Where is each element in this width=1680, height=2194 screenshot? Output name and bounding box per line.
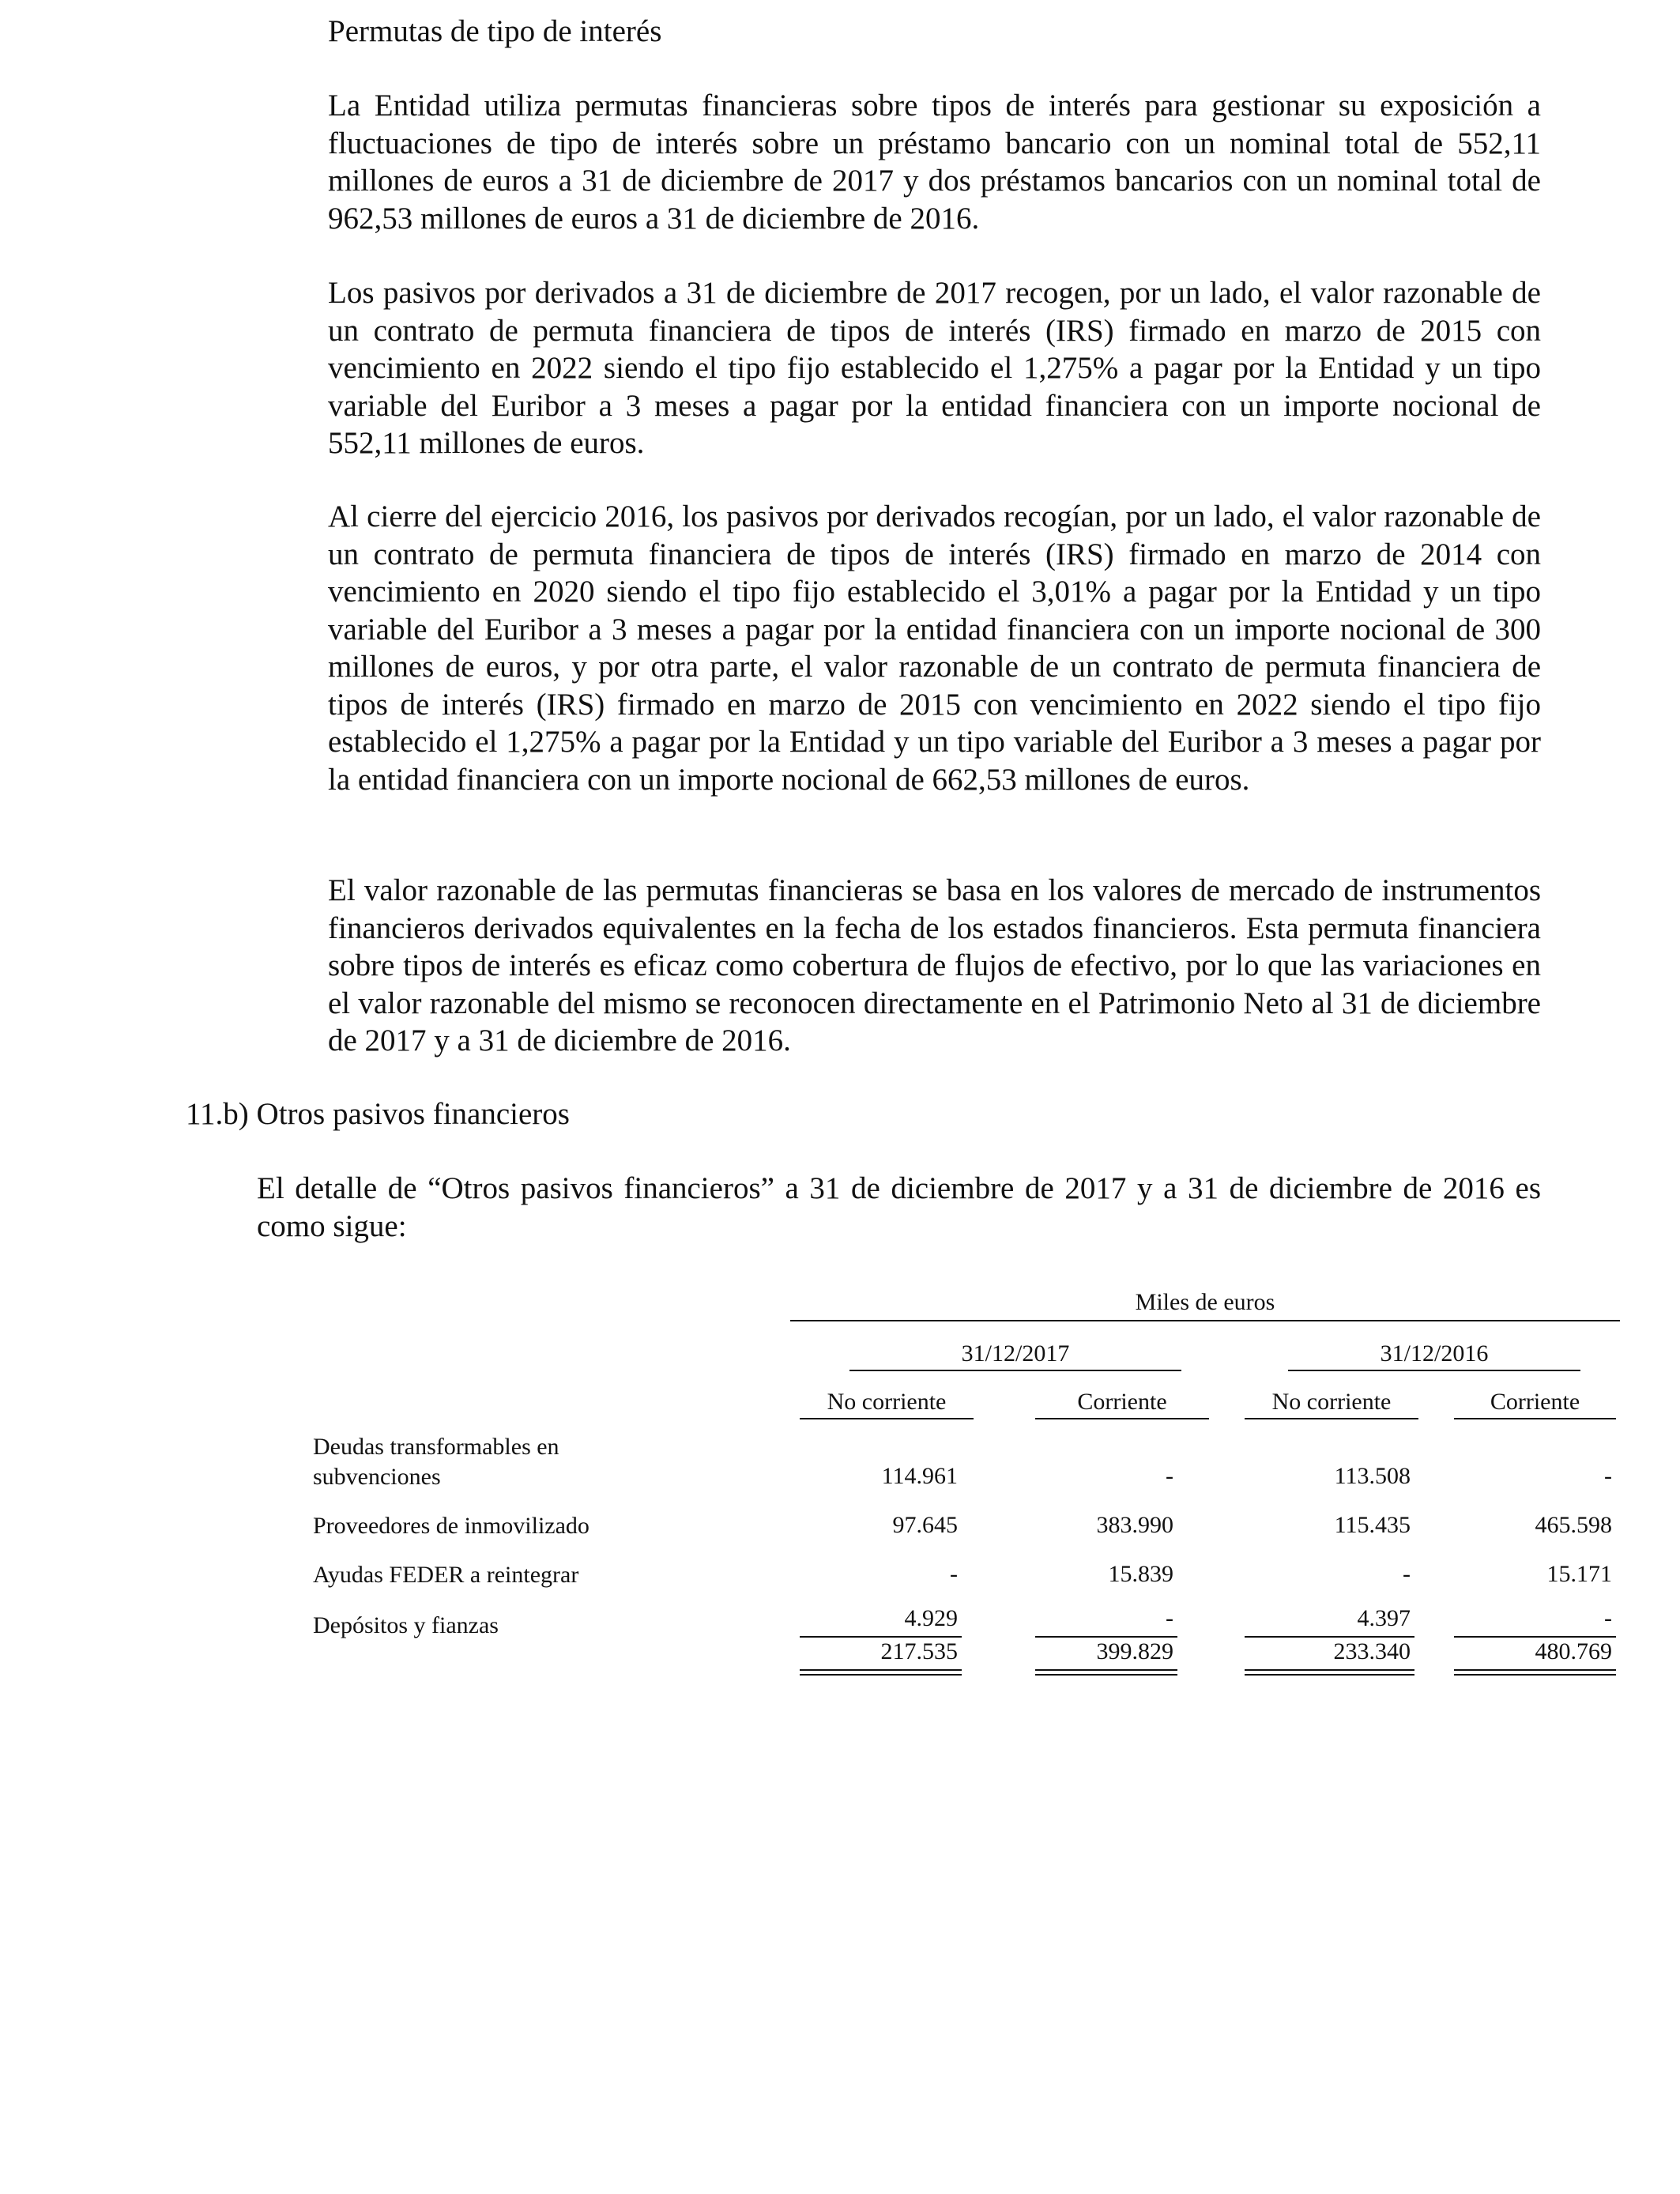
cell-r1-c1: 114.961 bbox=[881, 1463, 958, 1489]
cell-r3-c2: 15.839 bbox=[1108, 1561, 1173, 1587]
period-2017: 31/12/2017 bbox=[961, 1340, 1070, 1367]
cell-r2-c2: 383.990 bbox=[1096, 1512, 1173, 1538]
col-header-corriente-2016: Corriente bbox=[1490, 1389, 1580, 1415]
total-double-rule-4 bbox=[1454, 1669, 1616, 1676]
period-2016: 31/12/2016 bbox=[1380, 1340, 1489, 1367]
unit-header: Miles de euros bbox=[1135, 1289, 1275, 1315]
row-label-depositos: Depósitos y fianzas bbox=[313, 1612, 499, 1638]
row-label-deudas: Deudas transformables en subvenciones bbox=[313, 1434, 559, 1490]
col-rule-3 bbox=[1245, 1418, 1418, 1419]
cell-r4-c3: 4.397 bbox=[1357, 1605, 1411, 1631]
intro-paragraph: El detalle de “Otros pasivos financieros” a 31 de diciembre de 2017 y a 31 de diciembre de 2016 es como sigue: bbox=[257, 1171, 1541, 1243]
col-header-corriente-2017: Corriente bbox=[1077, 1389, 1167, 1415]
total-double-rule-3 bbox=[1245, 1669, 1414, 1676]
cell-r1-c4: - bbox=[1604, 1463, 1612, 1489]
section-heading-permutas: Permutas de tipo de interés bbox=[328, 14, 662, 48]
cell-r4-c2: - bbox=[1166, 1605, 1173, 1631]
header-rule bbox=[790, 1320, 1620, 1321]
total-double-rule-2 bbox=[1035, 1669, 1177, 1676]
cell-r3-c1: - bbox=[950, 1561, 958, 1587]
cell-r2-c3: 115.435 bbox=[1334, 1512, 1411, 1538]
paragraph-1: La Entidad utiliza permutas financieras sobre tipos de interés para gestionar su exposición a fluctuaciones de tipo de interés sobre un préstamo bancario con un nominal total de 552,11 millones de euros a 31 de diciembre de 2017 y dos préstamos bancarios con un nominal total de 962,53 millones de euros a 31 de diciembre de 2016. bbox=[328, 89, 1541, 236]
cell-r3-c4: 15.171 bbox=[1546, 1561, 1612, 1587]
row-label-ayudas: Ayudas FEDER a reintegrar bbox=[313, 1562, 579, 1588]
paragraph-2: Los pasivos por derivados a 31 de diciembre de 2017 recogen, por un lado, el valor razonable de un contrato de permuta financiera de tipos de interés (IRS) firmado en marzo de 2015 con vencimiento en 2022 siendo el tipo fijo establecido el 1,275% a pagar por la Entidad y un tipo variable del Euribor a 3 meses a pagar por la entidad financiera con un importe nocional de 552,11 millones de euros. bbox=[328, 276, 1541, 460]
col-header-no-corriente-2016: No corriente bbox=[1271, 1389, 1392, 1415]
col-header-no-corriente-2017: No corriente bbox=[827, 1389, 947, 1415]
cell-r2-c1: 97.645 bbox=[892, 1512, 958, 1538]
total-c3: 233.340 bbox=[1333, 1638, 1411, 1664]
col-rule-4 bbox=[1454, 1418, 1616, 1419]
section-heading-otros-pasivos: 11.b) Otros pasivos financieros bbox=[186, 1097, 570, 1131]
total-c1: 217.535 bbox=[880, 1638, 958, 1664]
col-rule-1 bbox=[800, 1418, 974, 1419]
total-c4: 480.769 bbox=[1535, 1638, 1612, 1664]
paragraph-3: Al cierre del ejercicio 2016, los pasivos por derivados recogían, por un lado, el valor razonable de un contrato de permuta financiera de tipos de interés (IRS) firmado en marzo de 2014 con vencimiento en 2020 siendo el tipo fijo establecido el 3,01% a pagar por la Entidad y un tipo variable del Euribor a 3 meses a pagar por la entidad financiera con un importe nocional de 300 millones de euros, y por otra parte, el valor razonable de un contrato de permuta financiera de tipos de interés (IRS) firmado en marzo de 2015 con vencimiento en 2022 siendo el tipo fijo establecido el 1,275% a pagar por la Entidad y un tipo variable del Euribor a 3 meses a pagar por la entidad financiera con un importe nocional de 662,53 millones de euros. bbox=[328, 499, 1541, 797]
cell-r1-c3: 113.508 bbox=[1334, 1463, 1411, 1489]
total-c2: 399.829 bbox=[1096, 1638, 1173, 1664]
cell-r4-c1: 4.929 bbox=[904, 1605, 958, 1631]
col-rule-2 bbox=[1035, 1418, 1209, 1419]
cell-r2-c4: 465.598 bbox=[1535, 1512, 1612, 1538]
paragraph-4: El valor razonable de las permutas financieras se basa en los valores de mercado de instrumentos financieros derivados equivalentes en la fecha de los estados financieros. Esta permuta financiera sobre tipos de interés es eficaz como cobertura de flujos de efectivo, por lo que las variaciones en el valor razonable del mismo se reconocen directamente en el Patrimonio Neto al 31 de diciembre de 2017 y a 31 de diciembre de 2016. bbox=[328, 873, 1541, 1057]
cell-r4-c4: - bbox=[1604, 1605, 1612, 1631]
cell-r1-c2: - bbox=[1166, 1463, 1173, 1489]
cell-r3-c3: - bbox=[1403, 1561, 1411, 1587]
total-double-rule-1 bbox=[800, 1669, 962, 1676]
period-2016-rule bbox=[1288, 1370, 1580, 1371]
row-label-proveedores: Proveedores de inmovilizado bbox=[313, 1513, 590, 1539]
period-2017-rule bbox=[849, 1370, 1181, 1371]
